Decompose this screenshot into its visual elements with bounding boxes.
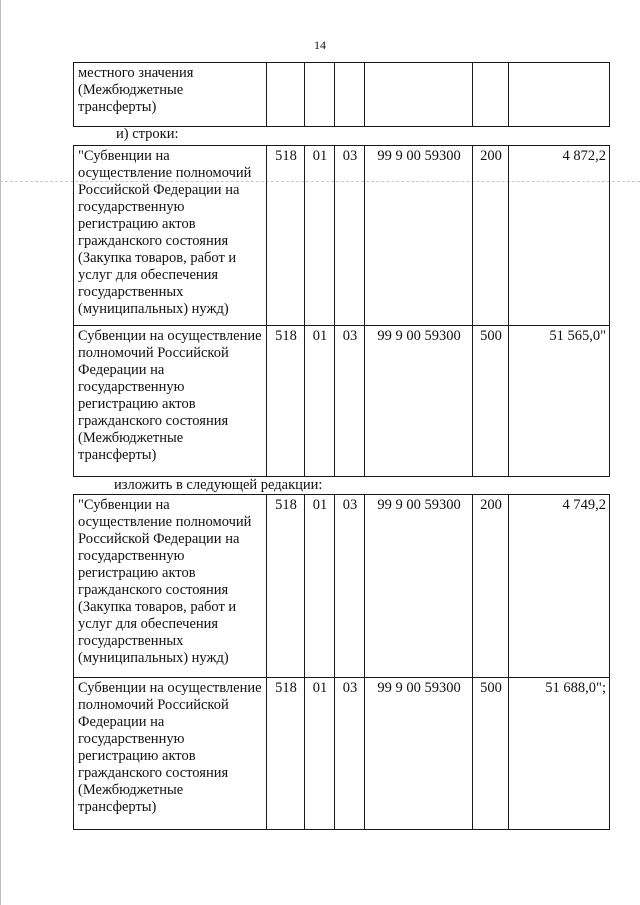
amount: 4 749,2 — [509, 495, 610, 678]
ministry-code: 518 — [267, 146, 305, 326]
ministry-code: 518 — [267, 326, 305, 477]
amount: 51 565,0" — [509, 326, 610, 477]
target-article: 99 9 00 59300 — [365, 326, 473, 477]
budget-table-new — [73, 494, 610, 830]
caption-rows: и) строки: — [116, 126, 179, 142]
section-code: 01 — [305, 146, 335, 326]
row-name: Субвенции на осуществление полномочий Российской Федерации на государственную регистрацию актов гражданского состояния (Межбюджетные трансферты) — [74, 678, 267, 830]
row-name: "Субвенции на осуществление полномочий Российской Федерации на государственную регистрацию актов гражданского состояния (Закупка товаров, работ и услуг для обеспечения государственных (муниципальных) нужд) — [74, 495, 267, 678]
section-code: 01 — [305, 678, 335, 830]
target-article: 99 9 00 59300 — [365, 146, 473, 326]
subsection-code: 03 — [335, 678, 365, 830]
section-code — [305, 63, 335, 127]
expense-type: 500 — [473, 326, 509, 477]
amount: 4 872,2 — [509, 146, 610, 326]
target-article — [365, 63, 473, 127]
table-row — [74, 678, 610, 830]
scan-edge-line — [0, 0, 1, 905]
expense-type: 500 — [473, 678, 509, 830]
expense-type: 200 — [473, 495, 509, 678]
target-article: 99 9 00 59300 — [365, 678, 473, 830]
target-article: 99 9 00 59300 — [365, 495, 473, 678]
section-code: 01 — [305, 495, 335, 678]
budget-table-continuation — [73, 62, 610, 127]
table-row — [74, 326, 610, 477]
subsection-code: 03 — [335, 326, 365, 477]
amount: 51 688,0"; — [509, 678, 610, 830]
table-row — [74, 146, 610, 326]
ministry-code: 518 — [267, 678, 305, 830]
ministry-code: 518 — [267, 495, 305, 678]
caption-new-edition: изложить в следующей редакции: — [114, 477, 323, 493]
row-name: Субвенции на осуществление полномочий Российской Федерации на государственную регистрацию актов гражданского состояния (Межбюджетные трансферты) — [74, 326, 267, 477]
section-code: 01 — [305, 326, 335, 477]
expense-type: 200 — [473, 146, 509, 326]
subsection-code: 03 — [335, 495, 365, 678]
table-row — [74, 495, 610, 678]
amount — [509, 63, 610, 127]
subsection-code — [335, 63, 365, 127]
budget-table-old — [73, 145, 610, 477]
row-name: местного значения (Межбюджетные трансферты) — [74, 63, 267, 127]
row-name: "Субвенции на осуществление полномочий Российской Федерации на государственную регистрацию актов гражданского состояния (Закупка товаров, работ и услуг для обеспечения государственных (муниципальных) нужд) — [74, 146, 267, 326]
expense-type — [473, 63, 509, 127]
table-row — [74, 63, 610, 127]
subsection-code: 03 — [335, 146, 365, 326]
page-number: 14 — [314, 38, 326, 52]
ministry-code — [267, 63, 305, 127]
